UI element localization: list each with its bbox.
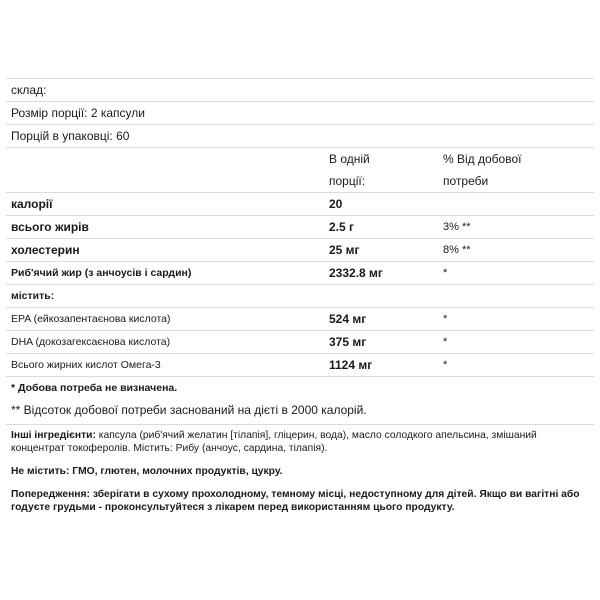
table-row [6, 353, 594, 376]
table-row [6, 330, 594, 353]
footnote-daily-value-not-established: * Добова потреба не визначена. [6, 376, 594, 399]
nutrient-amount: 25 мг [329, 243, 360, 257]
contains-label: Містить: [133, 443, 176, 454]
daily-value-header: % Від добової потреби [443, 152, 522, 188]
warning-label: Попередження: [11, 489, 93, 500]
other-ingredients-text: капсула (риб'ячий желатин [тілапія], гліцерин, вода), масло солодкого апельсина, змішаний концентрат токоферолів. [11, 430, 537, 454]
table-row [6, 215, 594, 238]
nutrient-name: Риб'ячий жир (з анчоусів і сардин) [11, 267, 192, 279]
nutrient-daily-value: * [443, 336, 448, 348]
nutrient-daily-value: 8% ** [443, 244, 471, 256]
other-ingredients-label: Інші інгредієнти: [11, 430, 99, 441]
nutrient-name: калорії [11, 197, 53, 211]
nutrient-amount: 2.5 г [329, 220, 355, 234]
nutrient-name: DHA (докозагексаєнова кислота) [11, 336, 171, 348]
nutrient-name: всього жирів [11, 220, 89, 234]
supplement-facts-panel [6, 78, 594, 524]
nutrient-name: холестерин [11, 243, 80, 257]
nutrient-name: Всього жирних кислот Омега-3 [11, 359, 161, 371]
nutrient-daily-value: * [443, 359, 448, 371]
nutrient-amount: 524 мг [329, 312, 367, 326]
table-row [6, 238, 594, 261]
nutrient-daily-value: * [443, 313, 448, 325]
table-row [6, 284, 594, 307]
nutrient-daily-value: * [443, 267, 448, 279]
amount-per-serving-header: В одній порції: [329, 152, 370, 188]
nutrient-amount: 375 мг [329, 335, 367, 349]
nutrient-name: містить: [11, 290, 55, 302]
table-row [6, 192, 594, 215]
warning-text: зберігати в сухому прохолодному, темному місці, недоступному для дітей. Якщо ви вагітні або годуєте грудьми - проконсультуйтеся з лікарем перед використанням цього продукту. [11, 489, 580, 513]
nutrient-amount: 1124 мг [329, 358, 373, 372]
other-ingredients [6, 424, 594, 514]
free-from-text: ГМО, глютен, молочних продуктів, цукру. [72, 466, 283, 477]
table-header [6, 147, 594, 192]
nutrient-name: EPA (ейкозапентаєнова кислота) [11, 313, 171, 325]
table-row [6, 261, 594, 284]
nutrient-daily-value: 3% ** [443, 221, 471, 233]
footnote-percent-daily-value: ** Відсоток добової потреби заснований на дієті в 2000 калорій. [11, 403, 367, 417]
servings-per-container: Порцій в упаковці: 60 [6, 124, 594, 147]
contains-text: Рибу (анчоус, сардина, тілапія). [175, 443, 328, 454]
free-from-label: Не містить: [11, 466, 73, 477]
nutrient-amount: 2332.8 мг [329, 266, 383, 280]
nutrient-amount: 20 [329, 197, 343, 211]
composition-label: склад: [6, 78, 594, 101]
serving-size: Розмір порції: 2 капсули [6, 101, 594, 124]
table-row [6, 307, 594, 330]
